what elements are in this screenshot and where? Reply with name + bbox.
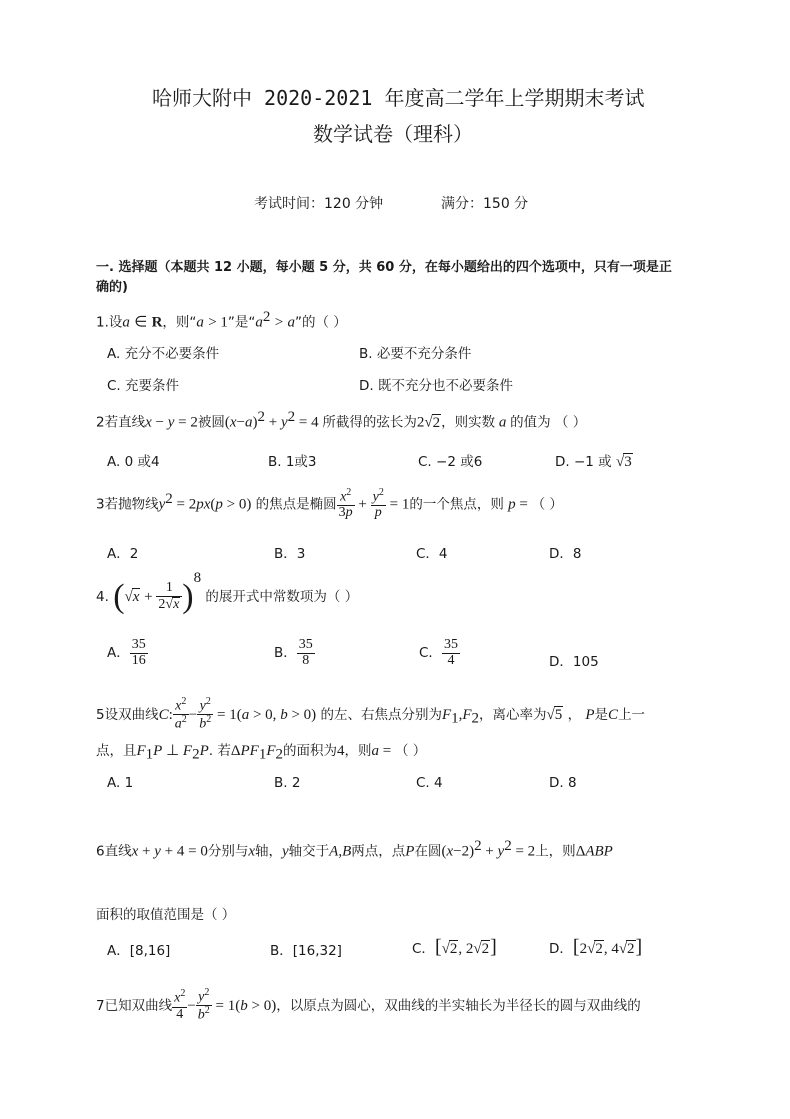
section-heading-line2: 确的)	[96, 280, 128, 295]
q6-option-b: B．[16,32]	[270, 943, 342, 959]
question-3: 3若抛物线$y^2 = 2px(p > 0)$ 的焦点是椭圆 $\frac{x^2}{3p}$ + $\frac{y^2}{p}$ = 1的一个焦点，则 p = （ ）	[96, 487, 563, 521]
q5-option-d: D. 8	[549, 775, 577, 791]
q6-option-d: D．[2√2, 4√2]	[549, 936, 643, 958]
q5-option-c: C. 4	[416, 775, 443, 791]
exam-time: 考试时间：120 分钟	[254, 196, 384, 212]
q1-option-d: D. 既不充分也不必要条件	[359, 378, 513, 394]
q4-option-b: B． $\frac{35}{8}$	[274, 637, 313, 668]
question-7: 7已知双曲线 $\frac{x^2}{4}$ − $\frac{y^2}{b^2}$ = 1(b > 0)，以原点为圆心，双曲线的半实轴长为半径长的圆与双曲线的	[96, 987, 641, 1023]
q3-option-a: A．2	[107, 546, 139, 562]
section-heading-line1: 一. 选择题（本题共 12 小题，每小题 5 分，共 60 分，在每小题给出的四个选项中，只有一项是正	[96, 260, 672, 275]
q1-option-c: C. 充要条件	[107, 378, 180, 394]
q2-option-d: D. −1 或 √3	[555, 454, 632, 470]
q2-option-a: A. 0 或4	[107, 454, 160, 470]
q2-option-c: C. −2 或6	[418, 454, 483, 470]
q3-option-c: C．4	[416, 546, 448, 562]
q6-option-c: C．[√2, 2√2]	[412, 936, 497, 958]
question-4: 4. (√x + $\frac{1}{2√x}$ )$^8$ 的展开式中常数项为（ ）	[96, 569, 359, 615]
q1-option-a: A. 充分不必要条件	[107, 346, 220, 362]
q6-option-a: A．[8,16]	[107, 943, 171, 959]
full-score: 满分：150 分	[441, 196, 529, 212]
question-5-line2: 点，且$F_1P$ ⊥ $F_2P$. 若$\Delta PF_1F_2$的面积为4，则a = （ ）	[96, 743, 427, 763]
q3-option-b: B．3	[274, 546, 306, 562]
exam-subtitle: 数学试卷（理科）	[313, 122, 473, 146]
exam-title: 哈师大附中 2020-2021 年度高二学年上学期期末考试	[152, 86, 645, 110]
question-2: 2若直线x − y = 2被圆$(x-a)^2 + y^2 = 4$ 所截得的弦长为2√2，则实数 a 的值为 （ ）	[96, 409, 587, 431]
q4-option-d: D．105	[549, 654, 599, 670]
q4-option-a: A． $\frac{35}{16}$	[107, 637, 146, 668]
q2-option-b: B. 1或3	[268, 454, 317, 470]
q3-option-d: D．8	[549, 546, 582, 562]
q4-option-c: C． $\frac{35}{4}$	[419, 637, 458, 668]
question-5-line1: 5设双曲线C: $\frac{x^2}{a^2}$ − $\frac{y^2}{b^2}$ = 1(a > 0, b > 0) 的左、右焦点分别为$F_1,F_2$，离心率为√5 ， P是C上一	[96, 696, 646, 732]
question-6-line1: 6直线x + y + 4 = 0分别与x轴，y轴交于A,B两点，点P在圆$(x-2)^2 + y^2 = 2$上，则ΔABP	[96, 838, 613, 860]
q5-option-b: B. 2	[274, 775, 301, 791]
q1-option-b: B. 必要不充分条件	[359, 346, 472, 362]
q5-option-a: A. 1	[107, 775, 134, 791]
question-6-line2: 面积的取值范围是（ ）	[96, 907, 236, 923]
question-1: 1.设a ∈ R，则“a > 1”是“$a^2 > a$”的（ ）	[96, 309, 347, 331]
